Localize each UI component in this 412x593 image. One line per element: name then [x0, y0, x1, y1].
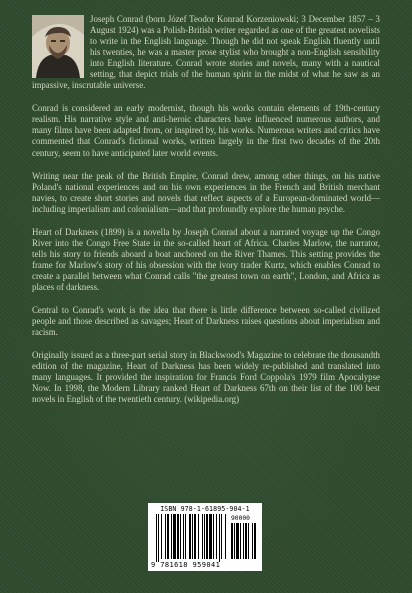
barcode-stripe [192, 514, 193, 559]
barcode-stripe [202, 514, 203, 559]
barcode-stripe [225, 514, 226, 559]
paragraph-bio-text: Joseph Conrad (born Józef Teodor Konrad Korzeniowski; 3 December 1857 – 3 August 1924) was a Polish-British writer regarded as one of the greatest novelists to write in the English language. Though he did not speak English fluently until his twenties, he was a master prose stylist who brought a non-English sensibility into English literature. Conrad wrote stories and novels, many with a nautical setting, that depict trials of the human spirit in the midst of what he saw as an impassive, inscrutable universe. [32, 14, 380, 91]
barcode-stripe [158, 514, 159, 562]
barcode-stripe [171, 514, 172, 559]
barcode-addon-stripe [240, 523, 241, 559]
barcode-stripe [185, 514, 186, 559]
barcode-addon-stripe [234, 523, 235, 559]
paragraph-heart-of-darkness: Heart of Darkness (1899) is a novella by Joseph Conrad about a narrated voyage up the Congo River into the Congo Free State in the so-called heart of Africa. Charles Marlow, the narrator, tells his story to friends aboard a boat anchored on the River Thames. This setting provides the frame for Marlow's story of his obsession with the ivory trader Kurtz, which enables Conrad to create a parallel between what Conrad calls "the greatest town on earth", London, and Africa as places of darkness. [32, 226, 380, 292]
description-text [32, 14, 380, 405]
barcode-addon-stripe [243, 523, 244, 559]
barcode-stripe [177, 514, 179, 559]
barcode-icon [148, 503, 262, 571]
barcode-stripe [204, 514, 205, 559]
barcode-stripe [183, 514, 184, 559]
barcode-stripe [180, 514, 181, 559]
barcode-stripe [167, 514, 169, 559]
barcode-addon-stripe [236, 523, 239, 559]
price-code: 90000 [231, 515, 250, 522]
barcode-stripe [189, 514, 191, 559]
barcode-addon-stripe [254, 523, 256, 559]
paragraph-modernist: Conrad is considered an early modernist, though his works contain elements of 19th-century realism. His narrative style and anti-heroic characters have influenced numerous authors, and many films have been adapted from, or inspired by, his works. Numerous writers and critics have commented that Conrad's fictional works, written largely in the first two decades of the 20th century, seem to have anticipated later world events. [32, 103, 380, 158]
barcode-stripe [209, 514, 212, 559]
ean-digits: 9 781618 959041 [151, 561, 221, 569]
barcode-stripe [156, 514, 157, 562]
barcode-stripe [213, 514, 214, 559]
barcode-stripe [206, 514, 208, 559]
paragraph-central-idea: Central to Conrad's work is the idea that there is little difference between so-called civilized people and those described as savages; Heart of Darkness raises questions about imperialism and racism. [32, 305, 380, 338]
paragraph-bio [32, 14, 380, 91]
barcode-addon-stripe [231, 523, 233, 559]
barcode-stripe [161, 514, 162, 559]
paragraph-publication: Originally issued as a three-part serial story in Blackwood's Magazine to celebrate the thousandth edition of the magazine, Heart of Darkness has been widely re-published and translated into many languages. It provided the inspiration for Francis Ford Coppola's 1979 film Apocalypse Now. In 1998, the Modern Library ranked Heart of Darkness 67th on their list of the 100 best novels in English of the twentieth century. (wikipedia.org) [32, 350, 380, 405]
barcode-stripe [198, 514, 199, 559]
barcode-stripe [173, 514, 176, 559]
barcode-stripe [165, 514, 166, 559]
barcode-addon-stripe [252, 523, 253, 559]
author-portrait-icon [32, 15, 84, 78]
barcode-addon-stripe [248, 523, 249, 559]
barcode-stripe [216, 514, 217, 559]
barcode-stripe [219, 514, 220, 562]
isbn-label: ISBN 978-1-61895-904-1 [160, 505, 250, 513]
barcode-addon-stripe [245, 523, 247, 559]
paragraph-empire: Writing near the peak of the British Empire, Conrad drew, among other things, on his native Poland's national experiences and on his own experiences in the French and British merchant navies, to create short stories and novels that reflect aspects of a European-dominated world—including imperialism and colonialism—and that profoundly explore the human psyche. [32, 170, 380, 214]
barcode-stripe [221, 514, 222, 559]
barcode-stripe [194, 514, 196, 559]
